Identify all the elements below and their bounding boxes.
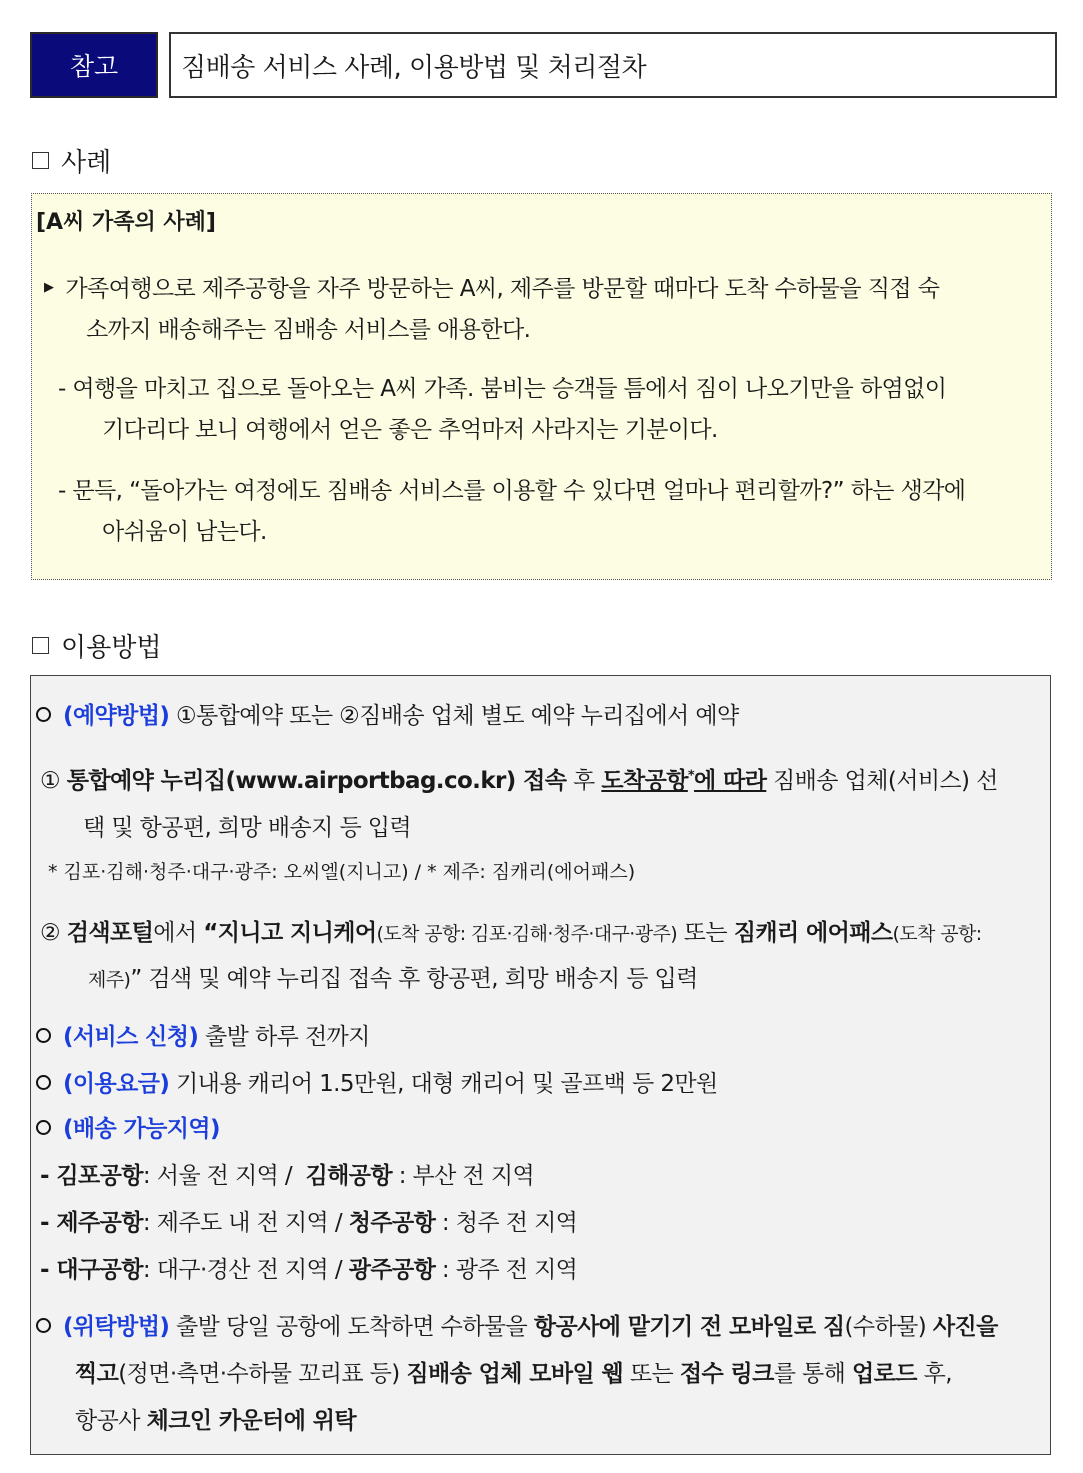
area-cheongju-text: : 청주 전 지역	[435, 1210, 578, 1236]
case-heading-text: 사례	[61, 148, 112, 178]
area-row-2: - 제주공항: 제주도 내 전 지역 / 청주공항 : 청주 전 지역	[40, 1210, 578, 1236]
case-paragraph-1-line-1	[44, 270, 939, 303]
deposit-b7: 체크인 카운터에 위탁	[146, 1408, 356, 1434]
deposit-line-3	[75, 1402, 356, 1435]
reference-tag: 참고	[30, 32, 158, 98]
area-line	[36, 1110, 220, 1143]
deposit-t5: 를 통해	[773, 1361, 852, 1387]
circle-bullet-icon	[36, 1075, 51, 1090]
case-paragraph-2-line-2: 기다리다 보니 여행에서 얻은 좋은 추억마저 사라지는 기분이다.	[102, 417, 718, 443]
method-heading-text: 이용방법	[61, 633, 162, 663]
area-gimpo-text: : 서울 전 지역 /	[142, 1163, 306, 1189]
deposit-label: (위탁방법)	[63, 1314, 170, 1340]
fee-line	[36, 1065, 718, 1098]
case-paragraph-1-line-2: 소까지 배송해주는 짐배송 서비스를 애용한다.	[86, 317, 531, 343]
deposit-t6: 후,	[916, 1361, 952, 1387]
option-1-line-2: 택 및 항공편, 희망 배송지 등 입력	[83, 815, 412, 841]
deposit-t2: (수하물)	[844, 1314, 933, 1340]
checkbox-square-icon	[32, 637, 49, 654]
case-p1-l1-text: 가족여행으로 제주공항을 자주 방문하는 A씨, 제주를 방문할 때마다 도착 수하물을 직접 숙	[65, 276, 940, 302]
reserve-line	[36, 697, 739, 730]
option-1-arrival-airport: 도착공항	[601, 768, 688, 794]
deposit-t3: (정면·측면·수하물 꼬리표 등)	[118, 1361, 407, 1387]
option-2-jinigo: “지니고 지니케어	[203, 920, 377, 946]
checkbox-square-icon	[32, 152, 49, 169]
apply-label: (서비스 신청)	[63, 1024, 199, 1050]
apply-text: 출발 하루 전까지	[205, 1024, 370, 1050]
option-2-portal: 검색포털	[66, 920, 154, 946]
apply-line	[36, 1018, 370, 1051]
area-gimpo: 김포공항	[56, 1163, 143, 1189]
case-paragraph-3-line-2: 아쉬움이 남는다.	[102, 519, 267, 545]
circle-bullet-icon	[36, 1120, 51, 1135]
option-1-line-1	[40, 762, 998, 795]
page-title	[169, 32, 1057, 98]
area-label: (배송 가능지역)	[63, 1116, 220, 1142]
area-cheongju: 청주공항	[348, 1210, 436, 1236]
option-1-according: 에 따라	[694, 768, 767, 794]
method-heading	[32, 627, 161, 664]
deposit-b4: 짐배송 업체 모바일 웹	[406, 1361, 624, 1387]
area-daegu-text: : 대구·경산 전 지역 /	[142, 1257, 349, 1283]
option-2-t1: 에서	[153, 920, 204, 946]
option-2-small1: (도착 공항: 김포·김해·청주·대구·광주)	[376, 923, 678, 945]
circle-bullet-icon	[36, 1318, 51, 1333]
fee-label: (이용요금)	[63, 1071, 170, 1097]
deposit-b5: 접수 링크	[679, 1361, 774, 1387]
option-1-after: 후	[566, 768, 602, 794]
option-2-line-1	[40, 914, 982, 947]
reserve-text: ①통합예약 또는 ②짐배송 업체 별도 예약 누리집에서 예약	[176, 703, 739, 729]
option-2-jimcarry: 짐캐리 에어패스	[733, 920, 893, 946]
footnote-star: *	[687, 768, 695, 784]
deposit-t7: 항공사	[75, 1408, 147, 1434]
option-1-note: * 김포·김해·청주·대구·광주: 오씨엘(지니고) / * 제주: 짐캐리(에어패스)	[48, 861, 636, 883]
deposit-line-2	[75, 1355, 952, 1388]
area-jeju-text: : 제주도 내 전 지역 /	[142, 1210, 349, 1236]
deposit-b6: 업로드	[852, 1361, 917, 1387]
triangle-bullet-icon: ▶	[44, 280, 54, 295]
area-daegu: 대구공항	[56, 1257, 143, 1283]
fee-text: 기내용 캐리어 1.5만원, 대형 캐리어 및 골프백 등 2만원	[176, 1071, 718, 1097]
deposit-b3: 찍고	[75, 1361, 119, 1387]
reserve-label: (예약방법)	[63, 703, 170, 729]
option-1-rest: 짐배송 업체(서비스) 선	[766, 768, 998, 794]
circle-bullet-icon	[36, 707, 51, 722]
deposit-b2: 사진을	[932, 1314, 998, 1340]
area-gimhae-text: : 부산 전 지역	[391, 1163, 535, 1189]
case-paragraph-3-line-1: - 문득, “돌아가는 여정에도 짐배송 서비스를 이용할 수 있다면 얼마나 편리할까?” 하는 생각에	[58, 478, 966, 504]
area-row-1: - 김포공항: 서울 전 지역 / 김해공항 : 부산 전 지역	[40, 1163, 535, 1189]
area-row-3: - 대구공항: 대구·경산 전 지역 / 광주공항 : 광주 전 지역	[40, 1257, 578, 1283]
deposit-line-1	[36, 1308, 998, 1341]
circle-bullet-icon	[36, 1028, 51, 1043]
option-2-line-2	[88, 960, 698, 993]
option-2-number: ②	[40, 920, 61, 946]
deposit-t1: 출발 당일 공항에 도착하면 수하물을	[169, 1314, 534, 1340]
option-2-line2-text: ” 검색 및 예약 누리집 접속 후 항공편, 희망 배송지 등 입력	[130, 966, 698, 992]
case-heading	[32, 142, 111, 179]
option-1-bold: 통합예약 누리집(www.airportbag.co.kr) 접속	[66, 768, 567, 794]
case-paragraph-2-line-1: - 여행을 마치고 집으로 돌아오는 A씨 가족. 붐비는 승객들 틈에서 짐이 나오기만을 하염없이	[58, 376, 947, 402]
area-jeju: 제주공항	[56, 1210, 143, 1236]
deposit-b1: 항공사에 맡기기 전 모바일로 짐	[533, 1314, 845, 1340]
option-2-t2: 또는	[677, 920, 734, 946]
option-1-number: ①	[40, 768, 61, 794]
page-title-text: 짐배송 서비스 사례, 이용방법 및 처리절차	[181, 52, 647, 83]
option-2-small3: 제주)	[88, 969, 131, 991]
area-gwangju-text: : 광주 전 지역	[435, 1257, 578, 1283]
area-gimhae: 김해공항	[305, 1163, 392, 1189]
case-box-title: [A씨 가족의 사례]	[36, 210, 216, 235]
option-2-small2: (도착 공항:	[892, 923, 982, 945]
deposit-t4: 또는	[623, 1361, 680, 1387]
area-gwangju: 광주공항	[348, 1257, 436, 1283]
